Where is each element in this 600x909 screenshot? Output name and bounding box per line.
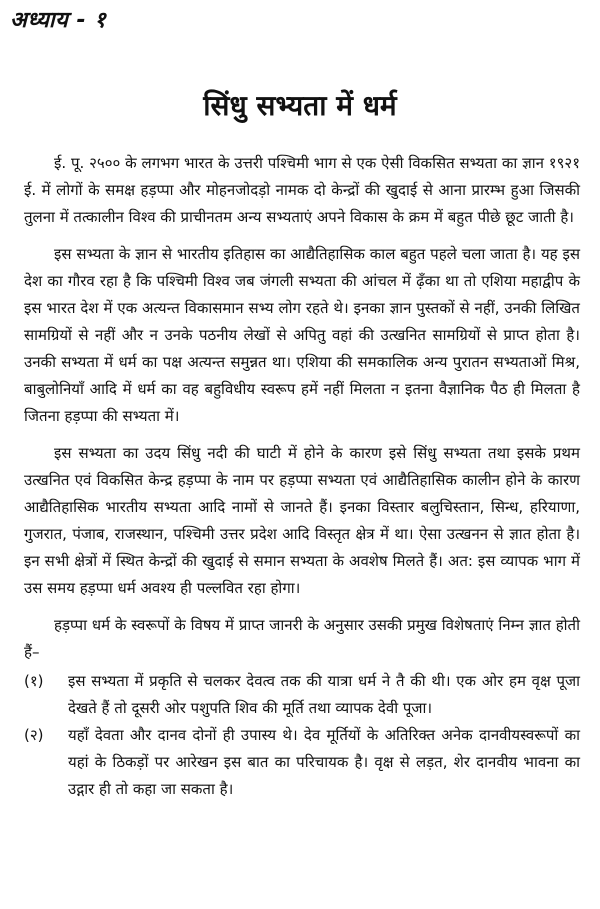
- page-title: सिंधु सभ्यता में धर्म: [203, 89, 397, 122]
- paragraph: ई. पू. २५०० के लगभग भारत के उत्तरी पश्चिमी भाग से एक ऐसी विकसित सभ्यता का ज्ञान १९२१ ई. में लोगों के समक्ष हड़प्पा और मोहनजोदड़ो नामक दो केन्द्रों की खुदाई से आना प्रारम्भ हुआ जिसकी तुलना में तत्कालीन विश्व की प्राचीनतम अन्य सभ्यताएं अपने विकास के क्रम में बहुत पीछे छूट जाती है।: [24, 154, 580, 226]
- chapter-heading: अध्याय - १: [10, 8, 107, 33]
- list-item: [24, 722, 580, 803]
- list-item: [24, 668, 580, 722]
- list-number: (१): [24, 672, 44, 690]
- body-text: [24, 150, 580, 803]
- list-text: यहाँ देवता और दानव दोनों ही उपास्य थे। देव मूर्तियों के अतिरिक्त अनेक दानवीयस्वरूपों का यहां के ठिकड़ों पर आरेखन इस बात का परिचायक है। वृक्ष से लड़त, शेर दानवीय भावना का उद्गार ही तो कहा जा सकता है।: [68, 726, 580, 798]
- paragraph: इस सभ्यता के ज्ञान से भारतीय इतिहास का आद्यैतिहासिक काल बहुत पहले चला जाता है। यह इस देश का गौरव रहा है कि पश्चिमी विश्व जब जंगली सभ्यता की आंचल में ढ़ँका था तो एशिया महाद्वीप के इस भारत देश में एक अत्यन्त विकासमान सभ्य लोग रहते थे। इनका ज्ञान पुस्तकों से नहीं, उनकी लिखित सामग्रियों से नहीं और न उनके पठनीय लेखों से अपितु वहां की उत्खनित सामग्रियों से प्राप्त होता है। उनकी सभ्यता में धर्म का पक्ष अत्यन्त समुन्नत था। एशिया की समकालिक अन्य पुरातन सभ्यताओं मिश्र, बाबुलोनियाँ आदि में धर्म का वह बहुविधीय स्वरूप हमें नहीं मिलता न इतना वैज्ञानिक पैठ ही मिलता है जितना हड़प्पा की सभ्यता में।: [24, 245, 580, 425]
- paragraph: हड़प्पा धर्म के स्वरूपों के विषय में प्राप्त जानरी के अनुसार उसकी प्रमुख विशेषताएं निम्न ज्ञात होती हैं–: [24, 616, 580, 661]
- list-number: (२): [24, 726, 44, 744]
- list-text: इस सभ्यता में प्रकृति से चलकर देवत्व तक की यात्रा धर्म ने तै की थी। एक ओर हम वृक्ष पूजा देखते हैं तो दूसरी ओर पशुपति शिव की मूर्ति तथा व्यापक देवी पूजा।: [68, 672, 580, 717]
- paragraph: इस सभ्यता का उदय सिंधु नदी की घाटी में होने के कारण इसे सिंधु सभ्यता तथा इसके प्रथम उत्खनित एवं विकसित केन्द्र हड़प्पा के नाम पर हड़प्पा सभ्यता एवं आद्यैतिहासिक कालीन होने के कारण आद्यैतिहासिक भारतीय सभ्यता आदि नामों से जानते हैं। इनका विस्तार बलुचिस्तान, सिन्ध, हरियाणा, गुजरात, पंजाब, राजस्थान, पश्चिमी उत्तर प्रदेश आदि विस्तृत क्षेत्र में था। ऐसा उत्खनन से ज्ञात होता है। इन सभी क्षेत्रों में स्थित केन्द्रों की खुदाई से समान सभ्यता के अवशेष मिलते हैं। अत: इस व्यापक भाग में उस समय हड़प्पा धर्म अवश्य ही पल्लवित रहा होगा।: [24, 444, 580, 597]
